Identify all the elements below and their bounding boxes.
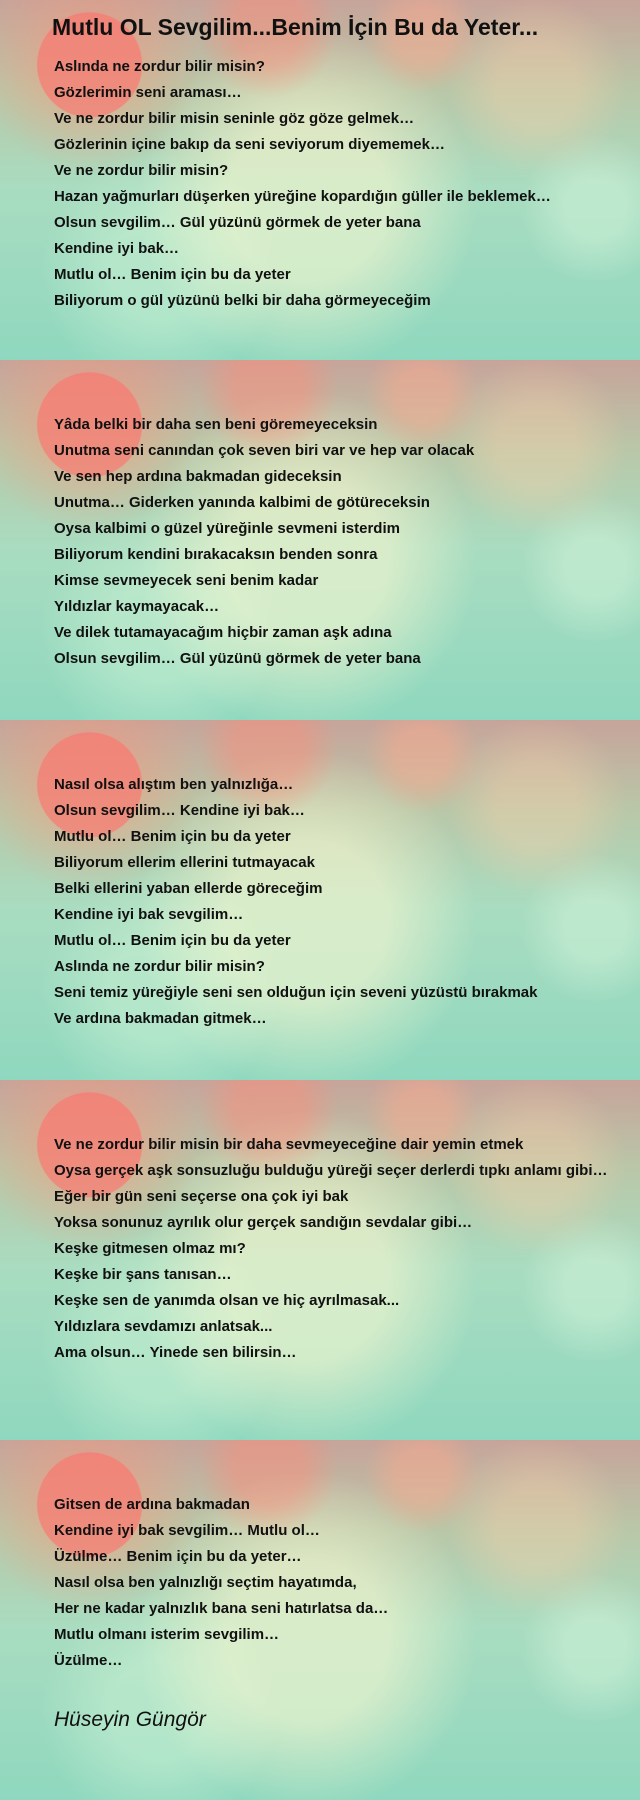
poem-panel-1 bbox=[0, 0, 640, 360]
poem-line: Olsun sevgilim… Gül yüzünü görmek de yeter bana bbox=[54, 650, 421, 667]
poem-line: Biliyorum ellerim ellerini tutmayacak bbox=[54, 854, 315, 871]
poem-line: Üzülme… Benim için bu da yeter… bbox=[54, 1548, 302, 1565]
poem-line: Ve ne zordur bilir misin bir daha sevmeyeceğine dair yemin etmek bbox=[54, 1136, 524, 1153]
poem-line: Keşke sen de yanımda olsan ve hiç ayrılmasak... bbox=[54, 1292, 400, 1309]
poem-line: Mutlu ol… Benim için bu da yeter bbox=[54, 266, 291, 283]
poem-line: Üzülme… bbox=[54, 1652, 123, 1669]
poem-panel-4 bbox=[0, 1080, 640, 1440]
poem-line: Ve sen hep ardına bakmadan gideceksin bbox=[54, 468, 342, 485]
poem-panel-3 bbox=[0, 720, 640, 1080]
poem-line: Nasıl olsa alıştım ben yalnızlığa… bbox=[54, 776, 294, 793]
stanza-2 bbox=[54, 412, 614, 672]
poem-line: Olsun sevgilim… Gül yüzünü görmek de yeter bana bbox=[54, 214, 421, 231]
poem-author: Hüseyin Güngör bbox=[54, 1708, 206, 1731]
poem-line: Gözlerinin içine bakıp da seni seviyorum diyememek… bbox=[54, 136, 445, 153]
poem-panel-5 bbox=[0, 1440, 640, 1800]
poem-line: Ve ardına bakmadan gitmek… bbox=[54, 1010, 267, 1027]
stanza-4 bbox=[54, 1132, 614, 1366]
stanza-1 bbox=[54, 54, 614, 314]
stanza-5 bbox=[54, 1492, 614, 1674]
poem-title: Mutlu OL Sevgilim...Benim İçin Bu da Yeter... bbox=[52, 14, 539, 40]
poem-line: Keşke bir şans tanısan… bbox=[54, 1266, 232, 1283]
poem-line: Yâda belki bir daha sen beni göremeyeceksin bbox=[54, 416, 378, 433]
poem-line: Ve ne zordur bilir misin? bbox=[54, 162, 229, 179]
poem-line: Yıldızlara sevdamızı anlatsak... bbox=[54, 1318, 273, 1335]
poem-line: Seni temiz yüreğiyle seni sen olduğun için seveni yüzüstü bırakmak bbox=[54, 984, 538, 1001]
poem-line: Kendine iyi bak… bbox=[54, 240, 180, 257]
poem-line: Yıldızlar kaymayacak… bbox=[54, 598, 220, 615]
poem-line: Unutma… Giderken yanında kalbimi de götüreceksin bbox=[54, 494, 430, 511]
poem-panel-2 bbox=[0, 360, 640, 720]
poem-line: Yoksa sonunuz ayrılık olur gerçek sandığın sevdalar gibi… bbox=[54, 1214, 473, 1231]
poem-line: Belki ellerini yaban ellerde göreceğim bbox=[54, 880, 323, 897]
poem-line: Her ne kadar yalnızlık bana seni hatırlatsa da… bbox=[54, 1600, 389, 1617]
poem-line: Aslında ne zordur bilir misin? bbox=[54, 958, 265, 975]
poem-line: Gitsen de ardına bakmadan bbox=[54, 1496, 250, 1513]
poem-line: Kendine iyi bak sevgilim… bbox=[54, 906, 244, 923]
poem-line: Unutma seni canından çok seven biri var ve hep var olacak bbox=[54, 442, 475, 459]
poem-line: Olsun sevgilim… Kendine iyi bak… bbox=[54, 802, 305, 819]
poem-line: Ve dilek tutamayacağım hiçbir zaman aşk adına bbox=[54, 624, 392, 641]
poem-line: Kimse sevmeyecek seni benim kadar bbox=[54, 572, 319, 589]
poem-line: Biliyorum o gül yüzünü belki bir daha görmeyeceğim bbox=[54, 292, 431, 309]
poem-line: Gözlerimin seni araması… bbox=[54, 84, 242, 101]
poem-line: Ama olsun… Yinede sen bilirsin… bbox=[54, 1344, 297, 1361]
poem-line: Aslında ne zordur bilir misin? bbox=[54, 58, 265, 75]
poem-line: Biliyorum kendini bırakacaksın benden sonra bbox=[54, 546, 378, 563]
poem-line: Oysa kalbimi o güzel yüreğinle sevmeni isterdim bbox=[54, 520, 400, 537]
poem-line: Mutlu ol… Benim için bu da yeter bbox=[54, 932, 291, 949]
poem-line: Mutlu ol… Benim için bu da yeter bbox=[54, 828, 291, 845]
poem-line: Keşke gitmesen olmaz mı? bbox=[54, 1240, 246, 1257]
poem-line: Mutlu olmanı isterim sevgilim… bbox=[54, 1626, 280, 1643]
poem-line: Eğer bir gün seni seçerse ona çok iyi bak bbox=[54, 1188, 349, 1205]
poem-line: Oysa gerçek aşk sonsuzluğu bulduğu yüreği seçer derlerdi tıpkı anlamı gibi… bbox=[54, 1162, 608, 1179]
poem-line: Hazan yağmurları düşerken yüreğine kopardığın güller ile beklemek… bbox=[54, 188, 551, 205]
poem-line: Kendine iyi bak sevgilim… Mutlu ol… bbox=[54, 1522, 320, 1539]
poem-line: Ve ne zordur bilir misin seninle göz göze gelmek… bbox=[54, 110, 415, 127]
stanza-3 bbox=[54, 772, 614, 1032]
poem-line: Nasıl olsa ben yalnızlığı seçtim hayatımda, bbox=[54, 1574, 357, 1591]
